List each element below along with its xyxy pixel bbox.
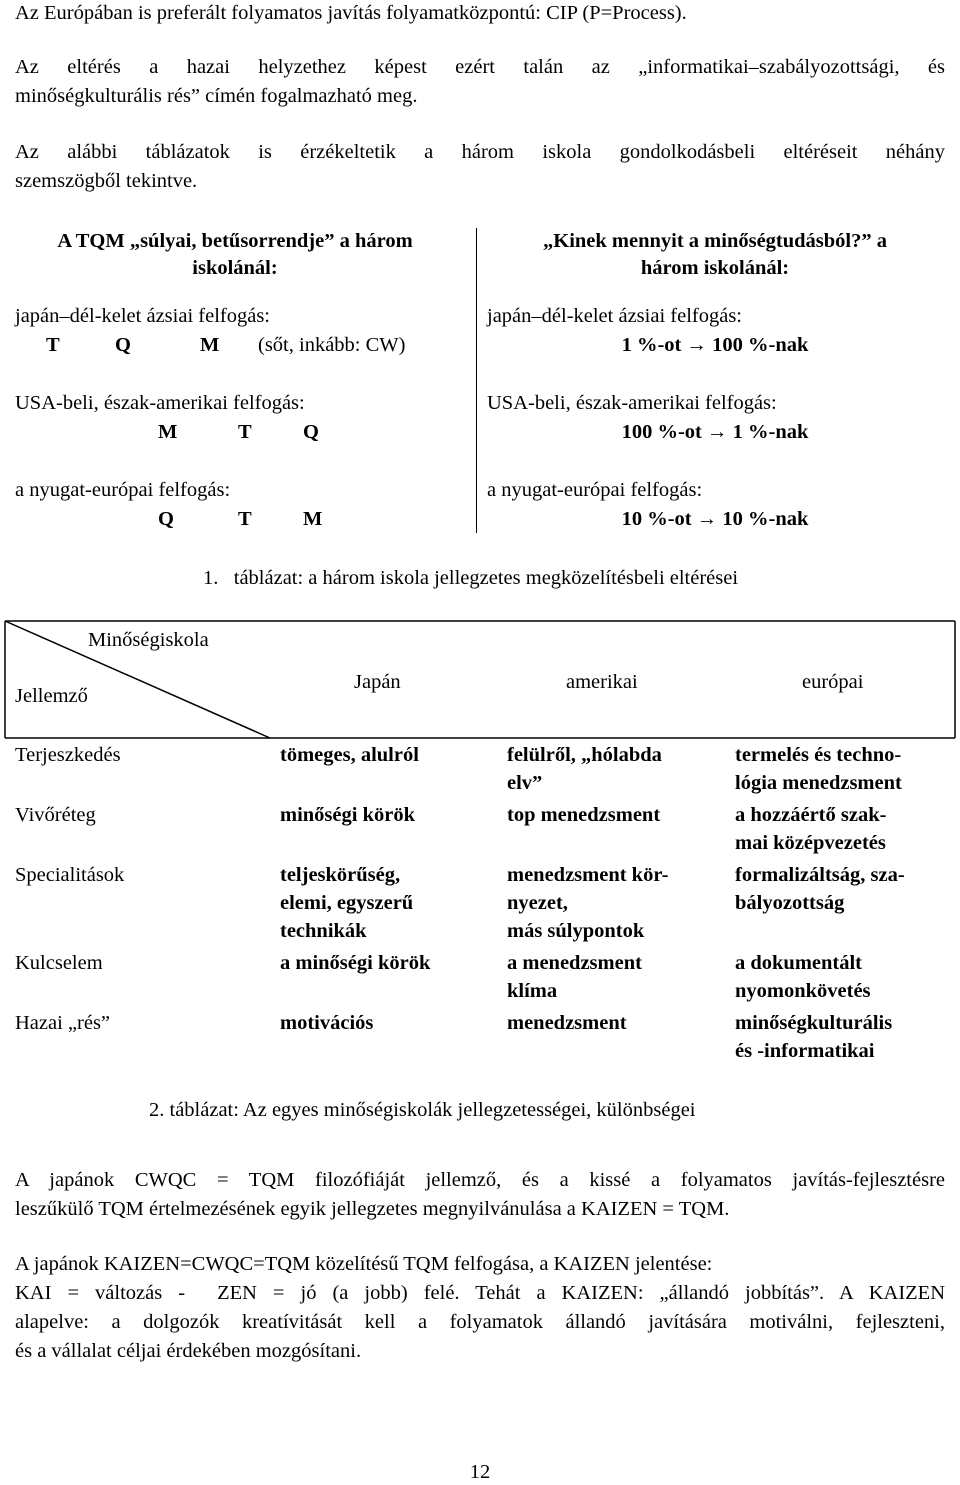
cell-specialitasok-america-1: menedzsment kör- (507, 864, 669, 886)
left-section-japan-label: japán–dél-kelet ázsiai felfogás: (15, 305, 270, 327)
cell-specialitasok-japan-1: teljeskörűség, (280, 864, 401, 886)
right-title-rest: a (871, 230, 887, 252)
right-section-europe-label: a nyugat-európai felfogás: (487, 479, 703, 501)
cell-terjeszkedes-america-2: elv” (507, 772, 543, 794)
table-1-right-title-line-2: három iskolánál: (640, 257, 790, 279)
cell-specialitasok-europe-2: bályozottság (735, 892, 845, 914)
corner-header-school: Minőségiskola (88, 629, 209, 651)
table-1-right-title-line-1 (485, 228, 945, 254)
right-section-japan-label: japán–dél-kelet ázsiai felfogás: (487, 305, 742, 327)
right-europe-to: 10 %-nak (722, 508, 809, 530)
outro-paragraph-1-line-2: leszűkülő TQM értelmezésének egyik jellegzetes megnyilvánulása a KAIZEN = TQM. (15, 1198, 730, 1220)
left-usa-letter-m: M (158, 421, 178, 443)
left-section-europe-label: a nyugat-európai felfogás: (15, 479, 231, 501)
row-label-specialitasok: Specialitások (15, 864, 125, 886)
cell-terjeszkedes-japan: tömeges, alulról (280, 744, 419, 766)
left-usa-letter-t: T (238, 421, 252, 443)
right-europe-ratio (485, 506, 945, 532)
row-label-vivoreteg: Vivőréteg (15, 804, 96, 826)
cell-specialitasok-japan-3: technikák (280, 920, 367, 942)
cell-terjeszkedes-america-1: felülről, „hólabda (507, 744, 662, 766)
cell-specialitasok-america-3: más súlypontok (507, 920, 645, 942)
cell-kulcselem-europe-1: a dokumentált (735, 952, 863, 974)
right-japan-ratio (485, 332, 945, 358)
left-section-usa-label: USA-beli, észak-amerikai felfogás: (15, 392, 305, 414)
right-arrow-icon: → (686, 334, 707, 356)
outro-paragraph-2-line-2: KAI = változás - ZEN = jó (a jobb) felé. Tehát a KAIZEN: „állandó jobbítás”. A KAIZEN (15, 1282, 945, 1304)
left-japan-letter-m: M (200, 334, 220, 356)
cell-vivoreteg-america: top menedzsment (507, 804, 661, 826)
intro-paragraph-3-line-2: szemszögből tekintve. (15, 170, 198, 192)
column-header-europe: európai (802, 671, 864, 693)
cell-vivoreteg-europe-2: mai középvezetés (735, 832, 886, 854)
right-europe-from: 10 %-ot (621, 508, 692, 530)
cell-vivoreteg-europe-1: a hozzáértő szak- (735, 804, 887, 826)
left-europe-letter-m: M (303, 508, 323, 530)
intro-paragraph-2-line-1: Az eltérés a hazai helyzethez képest ezért talán az „informatikai–szabályozottsági, és (15, 56, 945, 78)
left-japan-letter-q: Q (115, 334, 131, 356)
row-label-terjeszkedes: Terjeszkedés (15, 744, 121, 766)
left-japan-note: (sőt, inkább: CW) (258, 334, 406, 356)
row-label-hazai-res: Hazai „rés” (15, 1012, 111, 1034)
cell-specialitasok-europe-1: formalizáltság, sza- (735, 864, 905, 886)
table-1-divider (476, 228, 477, 533)
cell-kulcselem-america-2: klíma (507, 980, 558, 1002)
cell-kulcselem-europe-2: nyomonkövetés (735, 980, 871, 1002)
right-title-bold: „Kinek mennyit a minőségtudásból?” (543, 230, 872, 252)
cell-hazai-res-japan: motivációs (280, 1012, 374, 1034)
page-number: 12 (469, 1461, 491, 1483)
cell-terjeszkedes-europe-2: lógia menedzsment (735, 772, 902, 794)
left-japan-letter-t: T (46, 334, 60, 356)
cell-specialitasok-japan-2: elemi, egyszerű (280, 892, 414, 914)
table-2-caption: 2. táblázat: Az egyes minőségiskolák jellegzetességei, különbségei (149, 1099, 696, 1121)
cell-hazai-res-america: menedzsment (507, 1012, 627, 1034)
cell-terjeszkedes-europe-1: termelés és techno- (735, 744, 902, 766)
cell-kulcselem-america-1: a menedzsment (507, 952, 642, 974)
right-arrow-icon: → (696, 508, 718, 530)
column-header-japan: Japán (354, 671, 401, 693)
intro-paragraph-1: Az Európában is preferált folyamatos javítás folyamatközpontú: CIP (P=Process). (15, 2, 687, 24)
right-japan-from: 1 %-ot (621, 334, 682, 356)
right-usa-ratio (485, 419, 945, 445)
cell-kulcselem-japan: a minőségi körök (280, 952, 431, 974)
intro-paragraph-2-line-2: minőségkulturális rés” címén fogalmazható meg. (15, 85, 418, 107)
right-usa-to: 1 %-nak (732, 421, 809, 443)
outro-paragraph-2-line-4: és a vállalat céljai érdekében mozgósítani. (15, 1340, 362, 1362)
right-arrow-icon: → (707, 421, 728, 443)
cell-vivoreteg-japan: minőségi körök (280, 804, 415, 826)
column-header-america: amerikai (566, 671, 638, 693)
outro-paragraph-2-line-1: A japánok KAIZEN=CWQC=TQM közelítésű TQM felfogása, a KAIZEN jelentése: (15, 1253, 713, 1275)
cell-hazai-res-europe-2: és -informatikai (735, 1040, 875, 1062)
right-usa-from: 100 %-ot (621, 421, 702, 443)
outro-paragraph-2-line-3: alapelve: a dolgozók kreatívitását kell a folyamatok állandó javítására motiválni, fejleszteni, (15, 1311, 945, 1333)
row-label-kulcselem: Kulcselem (15, 952, 103, 974)
table-1-left-title-line-1: A TQM „súlyai, betűsorrendje” a három (57, 230, 413, 252)
corner-header-feature: Jellemző (15, 685, 88, 707)
right-japan-to: 100 %-nak (712, 334, 809, 356)
cell-hazai-res-europe-1: minőségkulturális (735, 1012, 893, 1034)
left-usa-letter-q: Q (303, 421, 319, 443)
table-1-left-title-line-2: iskolánál: (192, 257, 278, 279)
outro-paragraph-1-line-1: A japánok CWQC = TQM filozófiáját jellemző, és a kissé a folyamatos javítás-fejlesztésre (15, 1169, 945, 1191)
right-section-usa-label: USA-beli, észak-amerikai felfogás: (487, 392, 777, 414)
left-europe-letter-q: Q (158, 508, 174, 530)
table-1-caption: 1. táblázat: a három iskola jellegzetes megközelítésbeli eltérései (203, 567, 739, 589)
intro-paragraph-3-line-1: Az alábbi táblázatok is érzékeltetik a három iskola gondolkodásbeli eltéréseit néhány (15, 141, 945, 163)
left-europe-letter-t: T (238, 508, 252, 530)
cell-specialitasok-america-2: nyezet, (507, 892, 568, 914)
